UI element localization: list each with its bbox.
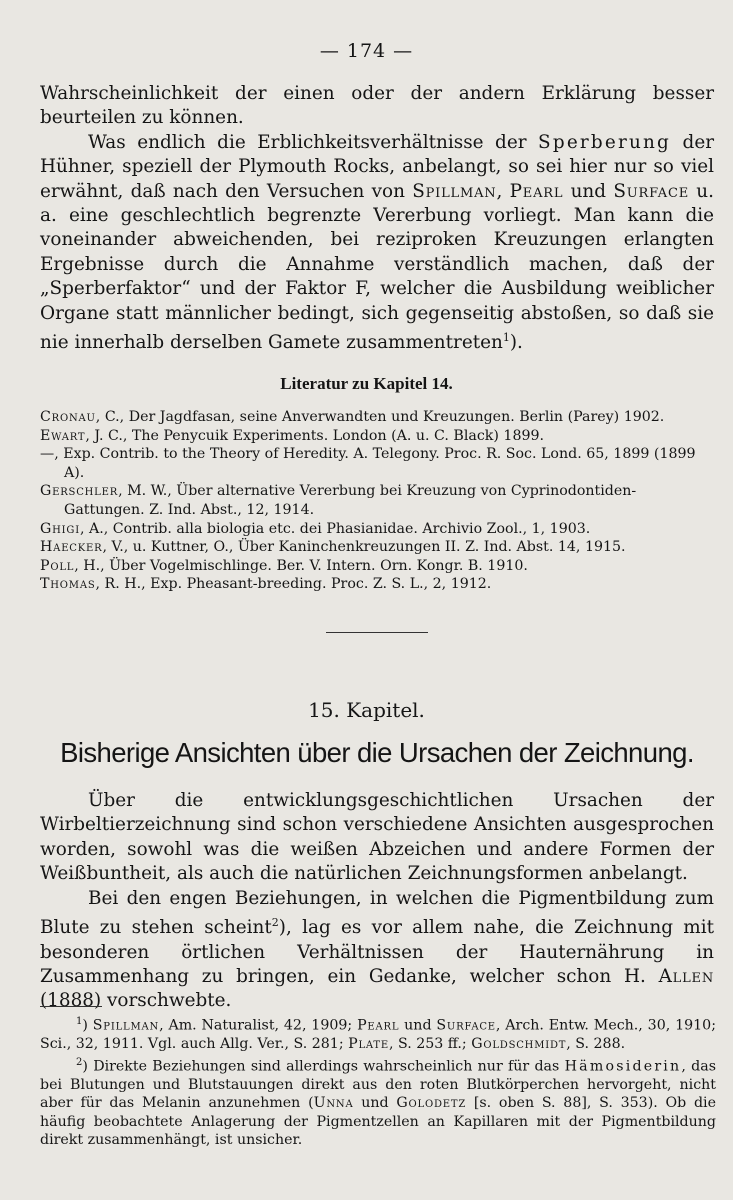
author-name: Unna bbox=[313, 1095, 354, 1112]
footnote-ref: 1 bbox=[502, 331, 510, 345]
footnote-divider bbox=[40, 1006, 102, 1007]
footnote-2: $^2$) Direkte Beziehungen sind allerdings wahrscheinlich nur für das Hämosiderin, das bei Blutungen und Blutstauungen direkt aus den roten Blutkörperchen hervorgeht, nicht aber für das Melanin anzunehmen (Unna und Golodetz [s. oben S. 88], S. 353). Ob die häufig beobachtete Anlagerung der Pigmentzellen an Kapillaren mit der Pigmentbildung direkt zusammenhängt, ist unsicher. bbox=[40, 1056, 716, 1148]
author-name: Surface bbox=[436, 1017, 496, 1034]
footnote-mark: 1 bbox=[76, 1016, 83, 1027]
section-divider bbox=[326, 632, 428, 633]
literature-item: Ewart, J. C., The Penycuik Experiments. London (A. u. C. Black) 1899. bbox=[40, 427, 545, 444]
footnote-mark: 2 bbox=[76, 1056, 83, 1068]
author-name: Pearl bbox=[509, 180, 564, 202]
literature-item: Cronau, C., Der Jagdfasan, seine Anverwandten und Kreuzungen. Berlin (Parey) 1902. bbox=[40, 409, 665, 425]
literature-item: Poll, H., Über Vogelmischlinge. Ber. V. Intern. Orn. Kongr. B. 1910. bbox=[40, 557, 528, 574]
chapter-text-block bbox=[40, 789, 714, 1014]
sperberung-paragraph: Was endlich die Erblichkeitsverhältnisse der Sperberung der Hühner, speziell der Plymouth Rocks, anbelangt, so sei hier nur so viel erwähnt, daß nach den Versuchen von Spillman, Pearl und Surface u. a. eine geschlechtlich begrenzte Vererbung vorliegt. Man kann die voneinander abweichenden, bei reziproken Kreuzungen erlangten Ergebnisse durch die Annahme verständlich machen, daß der „Sperberfaktor“ und der Faktor F, welcher die Ausbildung weiblicher Organe statt männlicher bedingt, sich gegenseitig abstoßen, so daß sie nie innerhalb derselben Gamete zusammentreten$^1$). bbox=[40, 131, 714, 354]
continuation-paragraph: Wahrscheinlichkeit der einen oder der andern Erklärung besser beurteilen zu können. bbox=[40, 83, 714, 129]
author-name: Plate bbox=[348, 1036, 389, 1053]
author-name: Haecker bbox=[40, 539, 103, 556]
literature-list bbox=[40, 408, 716, 594]
literature-heading: Literatur zu Kapitel 14. bbox=[280, 374, 453, 393]
author-name: Ghigi bbox=[40, 520, 80, 537]
literature-item: Haecker, V., u. Kuttner, O., Über Kaninchenkreuzungen II. Z. Ind. Abst. 14, 1915. bbox=[40, 539, 626, 556]
literature-item: —, Exp. Contrib. to the Theory of Heredity. A. Telegony. Proc. R. Soc. Lond. 65, 1899 (1899 A). bbox=[40, 446, 696, 481]
author-name: Surface bbox=[613, 180, 690, 202]
author-name: Poll bbox=[40, 557, 75, 574]
author-name: Ewart bbox=[40, 427, 86, 444]
literature-item: Gerschler, M. W., Über alternative Vererbung bei Kreuzung von Cyprinodontiden-Gattungen. Z. Ind. Abst., 12, 1914. bbox=[40, 483, 637, 518]
literature-item: Thomas, R. H., Exp. Pheasant-breeding. Proc. Z. S. L., 2, 1912. bbox=[40, 576, 492, 593]
page-number: — 174 — bbox=[319, 40, 414, 62]
footnote-1: $^1$) Spillman, Am. Naturalist, 42, 1909; Pearl und Surface, Arch. Entw. Mech., 30, 1910; Sci., 32, 1911. Vgl. auch Allg. Ver., S. 281; Plate, S. 253 ff.; Goldschmidt, S. 288. bbox=[40, 1016, 716, 1053]
author-name: Goldschmidt bbox=[471, 1036, 567, 1053]
literature-item: Ghigi, A., Contrib. alla biologia etc. dei Phasianidae. Archivio Zool., 1, 1903. bbox=[40, 520, 591, 537]
author-name: Cronau bbox=[40, 409, 96, 425]
chapter-number: 15. Kapitel. bbox=[308, 698, 425, 722]
emphasized-term: Sperberung bbox=[538, 131, 672, 153]
author-name: Thomas bbox=[40, 576, 96, 593]
author-name: Gerschler bbox=[40, 483, 119, 500]
author-name: Spillman bbox=[92, 1017, 160, 1034]
footnotes bbox=[40, 1013, 716, 1149]
pigment-paragraph: Bei den engen Beziehungen, in welchen die Pigmentbildung zum Blute zu stehen scheint$^2$), lag es vor allem nahe, die Zeichnung mit besonderen örtlichen Verhältnissen der Hauternährung in Zusammenhang zu bringen, ein Gedanke, welcher schon H. Allen (1888) vorschwebte. bbox=[40, 887, 715, 1012]
footnote-ref: 2 bbox=[271, 916, 279, 930]
upper-text-block bbox=[40, 82, 714, 356]
author-name: Allen bbox=[658, 965, 714, 987]
chapter-title: Bisherige Ansichten über die Ursachen der Zeichnung. bbox=[60, 737, 694, 768]
author-name: Golodetz bbox=[396, 1095, 467, 1112]
ursachen-paragraph: Über die entwicklungsgeschichtlichen Ursachen der Wirbeltierzeichnung sind schon verschiedene Ansichten ausgesprochen worden, sowohl was die weißen Abzeichen und andere Formen der Weißbuntheit, als auch die natürlichen Zeichnungsformen anbelangt. bbox=[40, 790, 714, 885]
author-name: Spillman bbox=[412, 180, 497, 202]
emphasized-term: Hämosiderin bbox=[564, 1058, 682, 1075]
author-name: Pearl bbox=[357, 1017, 400, 1034]
